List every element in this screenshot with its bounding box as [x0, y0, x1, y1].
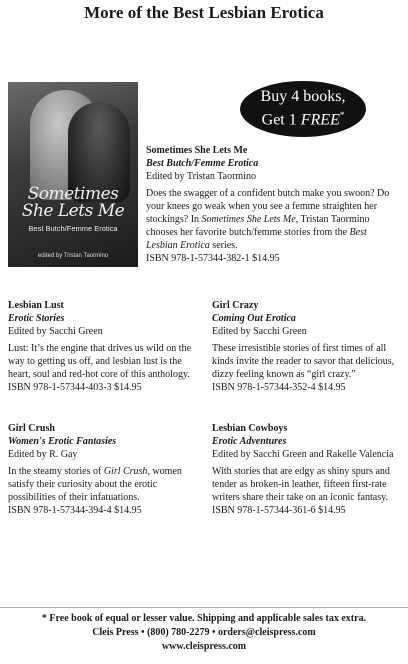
footer-divider — [0, 607, 408, 608]
offer-badge — [240, 81, 366, 137]
cover-title-line: Sometimes — [27, 184, 119, 204]
footer-contact: Cleis Press • (800) 780-2279 • orders@cleispress.com — [92, 627, 316, 638]
desc-text: , Tristan Taormino chooses her favorite butch/femme stories from the — [146, 214, 370, 238]
book-title: Sometimes She Lets Me — [146, 145, 248, 156]
desc-text: , women satisfy their curiosity about the erotic possibilities of their infatuations. — [8, 466, 182, 503]
offer-asterisk: * — [339, 110, 345, 121]
book-description: These irresistible stories of first times of all kinds invite the reader to savor that delicious, dizzy feeling known as “girl crazy.” — [212, 343, 395, 380]
desc-text: Does the swagger of a confident butch make you swoon? Do your knees go weak when you see a femme straighten her stockings? In — [146, 188, 390, 225]
desc-italic: Best Lesbian Erotica — [146, 227, 367, 251]
book-isbn-price: ISBN 978-1-57344-361-6 $14.95 — [212, 505, 346, 516]
book-subtitle: Best Butch/Femme Erotica — [146, 158, 259, 169]
book-isbn-price: ISBN 978-1-57344-403-3 $14.95 — [8, 382, 142, 393]
offer-line: Buy 4 books, — [260, 88, 346, 106]
offer-text: Get 1 — [261, 111, 301, 129]
book-girl-crush — [8, 422, 200, 517]
book-subtitle: Erotic Adventures — [212, 436, 287, 447]
book-editor: Edited by Tristan Taormino — [146, 171, 256, 182]
offer-line — [262, 106, 345, 129]
book-subtitle: Women's Erotic Fantasies — [8, 436, 117, 447]
book-editor: Edited by Sacchi Green — [8, 326, 103, 337]
book-isbn-price: ISBN 978-1-57344-394-4 $14.95 — [8, 505, 142, 516]
book-description: With stories that are edgy as shiny spurs and tender as broken-in leather, fifteen first-rate writers share their take on an iconic fantasy. — [212, 466, 390, 503]
footer-website: www.cleispress.com — [161, 641, 247, 652]
book-description — [146, 187, 400, 252]
featured-book — [146, 144, 400, 265]
book-lesbian-cowboys — [212, 422, 402, 517]
book-cover-sometimes-she-lets-me — [8, 82, 138, 267]
book-title: Lesbian Lust — [8, 300, 64, 311]
book-isbn-price: ISBN 978-1-57344-382-1 $14.95 — [146, 253, 280, 264]
book-description — [8, 465, 200, 504]
footer — [0, 612, 408, 654]
page-title: More of the Best Lesbian Erotica — [84, 3, 324, 22]
desc-text: series. — [209, 240, 238, 251]
book-subtitle: Erotic Stories — [8, 313, 65, 324]
cover-subtitle: Best Butch/Femme Erotica — [28, 224, 118, 233]
book-lesbian-lust — [8, 299, 200, 394]
cover-title-line: She Lets Me — [21, 201, 125, 221]
footer-disclaimer: * Free book of equal or lesser value. Shipping and applicable sales tax extra. — [41, 613, 367, 624]
book-isbn-price: ISBN 978-1-57344-352-4 $14.95 — [212, 382, 346, 393]
book-subtitle: Coming Out Erotica — [212, 313, 296, 324]
book-girl-crazy — [212, 299, 402, 394]
book-editor: Edited by R. Gay — [8, 449, 78, 460]
desc-italic: Girl Crush — [103, 466, 148, 477]
cover-title — [12, 186, 134, 220]
book-title: Girl Crazy — [212, 300, 259, 311]
book-title: Girl Crush — [8, 423, 55, 434]
book-editor: Edited by Sacchi Green and Rakelle Valencia — [212, 449, 394, 460]
desc-text: In the steamy stories of — [8, 466, 104, 477]
book-title: Lesbian Cowboys — [212, 423, 288, 434]
book-description: Lust: It’s the engine that drives us wild on the way to getting us off, and lesbian lust is the heart, soul and red-hot core of this anthology. — [8, 343, 192, 380]
offer-free: FREE — [300, 111, 340, 129]
cover-editor: edited by Tristan Taormino — [37, 253, 109, 259]
desc-italic: Sometimes She Lets Me — [201, 214, 296, 225]
book-editor: Edited by Sacchi Green — [212, 326, 307, 337]
